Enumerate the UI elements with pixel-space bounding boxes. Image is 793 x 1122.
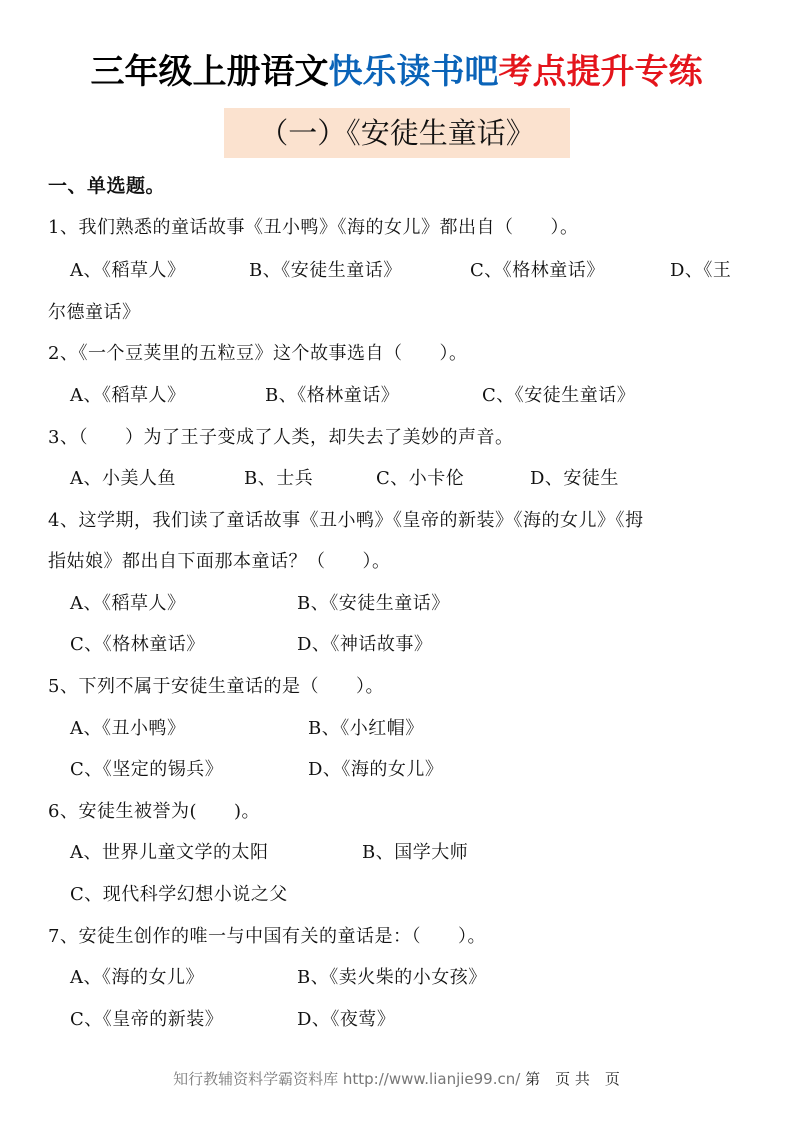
- question-4-stem-continued: 指姑娘》都出自下面那本童话？（ ）。: [48, 551, 391, 572]
- q5-option-b: B、《小红帽》: [308, 718, 424, 739]
- q5-option-c: C、《坚定的锡兵》: [70, 759, 224, 780]
- q7-option-c: C、《皇帝的新装》: [70, 1009, 224, 1030]
- q4-option-b: B、《安徒生童话》: [297, 593, 450, 614]
- q2-option-c: C、《安徒生童话》: [482, 385, 636, 406]
- q2-option-a: A、《稻草人》: [70, 385, 186, 406]
- question-1-stem: 1、我们熟悉的童话故事《丑小鸭》《海的女儿》都出自（ ）。: [48, 217, 579, 238]
- title-part-practice: 考点提升专练: [498, 52, 703, 92]
- question-7-stem: 7、安徒生创作的唯一与中国有关的童话是：（ ）。: [48, 926, 486, 947]
- page-number-label: 第 页 共 页: [525, 1070, 620, 1088]
- q3-option-d: D、安徒生: [530, 468, 619, 489]
- q6-option-b: B、国学大师: [362, 842, 469, 863]
- q1-option-b: B、《安徒生童话》: [249, 260, 402, 281]
- q4-option-c: C、《格林童话》: [70, 634, 205, 655]
- page-footer: [0, 1068, 793, 1089]
- question-6-stem: 6、安徒生被誉为( )。: [48, 801, 260, 822]
- question-5-stem: 5、下列不属于安徒生童话的是（ ）。: [48, 676, 384, 697]
- worksheet-title: [0, 50, 793, 94]
- q6-option-a: A、世界儿童文学的太阳: [70, 842, 269, 863]
- title-part-grade: 三年级上册语文: [90, 52, 329, 92]
- q7-option-d: D、《夜莺》: [297, 1009, 396, 1030]
- q1-option-a: A、《稻草人》: [70, 260, 186, 281]
- q7-option-b: B、《卖火柴的小女孩》: [297, 967, 487, 988]
- q5-option-a: A、《丑小鸭》: [70, 718, 186, 739]
- worksheet-subtitle: （一）《安徒生童话》: [224, 108, 570, 158]
- q2-option-b: B、《格林童话》: [265, 385, 400, 406]
- q3-option-c: C、小卡伦: [376, 468, 465, 489]
- title-part-reading: 快乐读书吧: [328, 52, 499, 92]
- section-heading: 一、单选题。: [48, 175, 166, 197]
- footer-watermark: 知行教辅资料学霸资料库 http://www.lianjie99.cn/: [173, 1070, 521, 1088]
- q4-option-a: A、《稻草人》: [70, 593, 186, 614]
- q3-option-b: B、士兵: [244, 468, 314, 489]
- q1-option-d-continued: 尔德童话》: [48, 302, 141, 323]
- q4-option-d: D、《神话故事》: [297, 634, 433, 655]
- q6-option-c: C、现代科学幻想小说之父: [70, 884, 288, 905]
- q1-option-c: C、《格林童话》: [470, 260, 605, 281]
- question-3-stem: 3、（ ）为了王子变成了人类，却失去了美妙的声音。: [48, 427, 514, 448]
- question-2-stem: 2、《一个豆荚里的五粒豆》这个故事选自（ ）。: [48, 343, 468, 364]
- q3-option-a: A、小美人鱼: [70, 468, 176, 489]
- question-4-stem: 4、这学期，我们读了童话故事《丑小鸭》《皇帝的新装》《海的女儿》《拇: [48, 510, 644, 531]
- q1-option-d: D、《王: [670, 260, 732, 281]
- q5-option-d: D、《海的女儿》: [308, 759, 444, 780]
- q7-option-a: A、《海的女儿》: [70, 967, 204, 988]
